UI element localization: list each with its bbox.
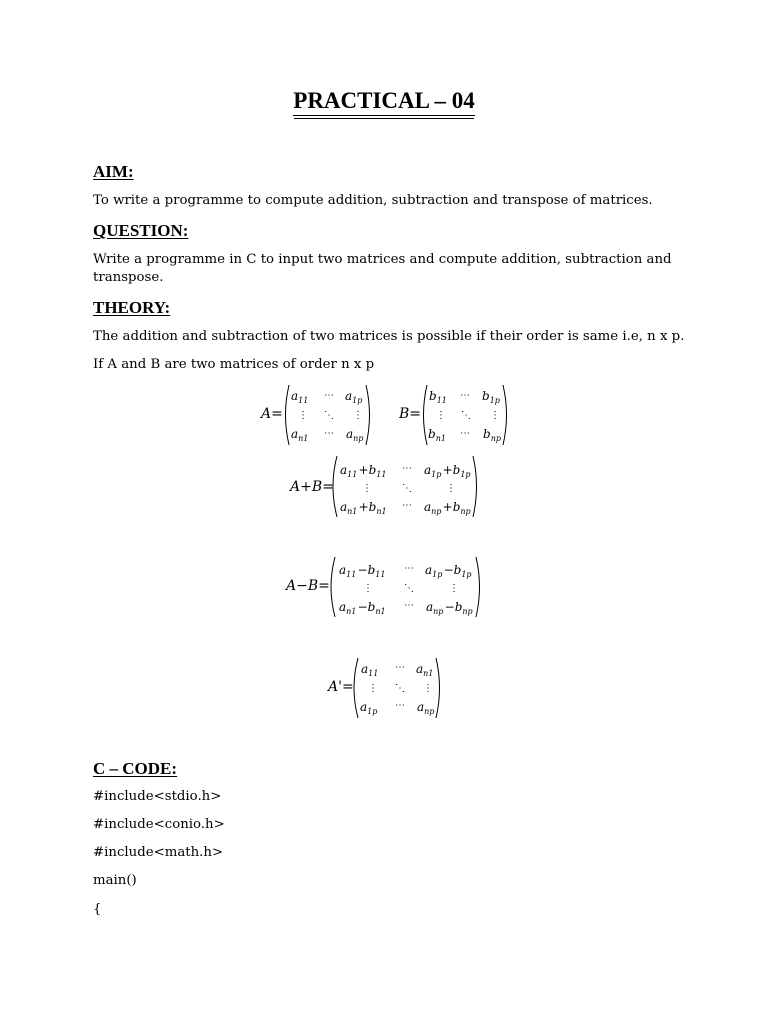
e11: $a_{11}$ bbox=[291, 389, 309, 405]
e11: $b_{11}$ bbox=[429, 389, 447, 405]
right-paren bbox=[503, 385, 507, 445]
lhs: A'= bbox=[328, 679, 354, 695]
vdots: ⋮ bbox=[446, 483, 456, 494]
hdots: ⋯ bbox=[395, 662, 405, 673]
page-title: PRACTICAL – 04 bbox=[0, 88, 768, 116]
right-paren bbox=[366, 385, 370, 445]
left-paren bbox=[331, 557, 335, 617]
en1: $b_{n1}$ bbox=[428, 427, 446, 443]
ddots: ⋱ bbox=[461, 410, 471, 421]
aim-text: To write a programme to compute addition, subtraction and transpose of matrices. bbox=[93, 193, 653, 208]
theory-heading: THEORY: bbox=[93, 298, 171, 317]
code-line: { bbox=[93, 902, 102, 917]
en1: $a_{1p}$ bbox=[360, 700, 378, 716]
e1p: $b_{1p}$ bbox=[482, 389, 500, 405]
vdots: ⋮ bbox=[490, 410, 500, 421]
enp: $a_{np}$ $+b_{np}$ bbox=[424, 500, 471, 516]
e1p: $a_{1p}$ $-b_{1p}$ bbox=[425, 563, 472, 579]
hdots: ⋯ bbox=[460, 390, 470, 401]
ddots: ⋱ bbox=[404, 583, 414, 594]
vdots: ⋮ bbox=[298, 410, 308, 421]
ddots: ⋱ bbox=[395, 683, 405, 694]
question-text: Write a programme in C to input two matrices and compute addition, subtraction and transpose. bbox=[93, 252, 672, 285]
hdots: ⋯ bbox=[460, 428, 470, 439]
code-line: main() bbox=[93, 873, 137, 888]
vdots: ⋮ bbox=[449, 583, 459, 594]
right-paren bbox=[473, 456, 477, 517]
matrix-b-equation bbox=[398, 385, 507, 445]
hdots: ⋯ bbox=[402, 463, 412, 474]
hdots: ⋯ bbox=[324, 428, 334, 439]
right-paren bbox=[436, 658, 440, 718]
e11: $a_{11}$ bbox=[361, 662, 379, 678]
left-paren bbox=[286, 385, 290, 445]
lhs: A−B= bbox=[286, 578, 330, 594]
hdots: ⋯ bbox=[324, 390, 334, 401]
enp: $a_{np}$ $-b_{np}$ bbox=[426, 600, 473, 616]
left-paren bbox=[424, 385, 428, 445]
sum-equation bbox=[288, 456, 477, 517]
enp: $a_{np}$ bbox=[346, 427, 364, 443]
aim-heading: AIM: bbox=[93, 162, 134, 181]
hdots: ⋯ bbox=[395, 700, 405, 711]
e1p: $a_{1p}$ bbox=[345, 389, 363, 405]
lhs: B= bbox=[399, 406, 422, 422]
e1p: $a_{n1}$ bbox=[416, 662, 434, 678]
code-heading: C – CODE: bbox=[93, 759, 178, 778]
lhs: A= bbox=[261, 406, 283, 422]
theory-line-1: The addition and subtraction of two matrices is possible if their order is same i.e, n x p. bbox=[93, 329, 685, 344]
theory-line-2: If A and B are two matrices of order n x p bbox=[93, 357, 375, 372]
code-line: #include<stdio.h> bbox=[93, 789, 222, 804]
ddots: ⋱ bbox=[402, 483, 412, 494]
vdots: ⋮ bbox=[362, 483, 372, 494]
vdots: ⋮ bbox=[423, 683, 433, 694]
vdots: ⋮ bbox=[436, 410, 446, 421]
hdots: ⋯ bbox=[404, 563, 414, 574]
e11: $a_{11}$ $+b_{11}$ bbox=[340, 463, 387, 479]
en1: $a_{n1}$ $-b_{n1}$ bbox=[339, 600, 386, 616]
e1p: $a_{1p}$ $+b_{1p}$ bbox=[424, 463, 471, 479]
enp: $b_{np}$ bbox=[483, 427, 501, 443]
code-line: #include<conio.h> bbox=[93, 817, 225, 832]
hdots: ⋯ bbox=[402, 500, 412, 511]
right-paren bbox=[476, 557, 480, 617]
code-line: #include<math.h> bbox=[93, 845, 224, 860]
ddots: ⋱ bbox=[324, 410, 334, 421]
en1: $a_{n1}$ bbox=[291, 427, 309, 443]
question-heading: QUESTION: bbox=[93, 221, 189, 240]
vdots: ⋮ bbox=[353, 410, 363, 421]
hdots: ⋯ bbox=[404, 600, 414, 611]
e11: $a_{11}$ $-b_{11}$ bbox=[339, 563, 386, 579]
lhs: A+B= bbox=[290, 479, 334, 495]
enp: $a_{np}$ bbox=[417, 700, 435, 716]
left-paren bbox=[354, 658, 358, 718]
matrix-a-equation bbox=[259, 385, 370, 445]
transpose-equation bbox=[326, 658, 440, 718]
en1: $a_{n1}$ $+b_{n1}$ bbox=[340, 500, 387, 516]
vdots: ⋮ bbox=[368, 683, 378, 694]
vdots: ⋮ bbox=[363, 583, 373, 594]
difference-equation bbox=[284, 557, 480, 617]
